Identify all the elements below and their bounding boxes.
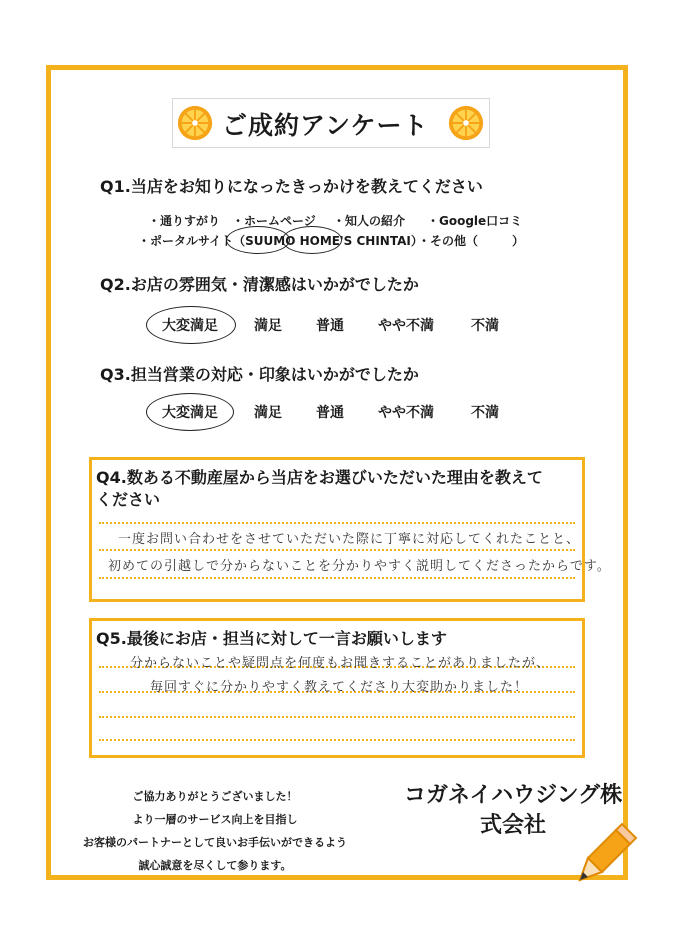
q1-option-homepage: ・ホームページ — [232, 214, 316, 228]
q1-option-other-close: ） — [512, 234, 525, 248]
q1-question: Q1.当店をお知りになったきっかけを教えてください — [100, 177, 483, 196]
closing-line4: 誠心誠意を尽くして参ります。 — [138, 859, 292, 872]
pencil-icon — [572, 818, 642, 888]
q1-option-walk: ・通りすがり — [148, 214, 221, 228]
company-name-line1: コガネイハウジング株 — [404, 783, 623, 808]
q3-rating-very-satisfied: 大変満足 — [162, 405, 218, 421]
closing-line3: お客様のパートナーとして良いお手伝いができるよう — [83, 836, 347, 849]
company-name-line2: 式会社 — [480, 813, 547, 838]
q1-option-other: ・その他（ — [418, 234, 479, 248]
closing-line2: より一層のサービス向上を目指し — [132, 813, 298, 826]
answer-line — [99, 716, 575, 718]
selection-circle — [146, 306, 236, 344]
q3-question: Q3.担当営業の対応・印象はいかがでしたか — [100, 365, 419, 384]
answer-line — [99, 577, 575, 579]
selection-circle — [146, 393, 234, 431]
q1-option-portal: ・ポータルサイト（SUUMO HOME'S CHINTAI） — [138, 234, 423, 248]
q1-option-friend: ・知人の紹介 — [333, 214, 406, 228]
q5-question: Q5.最後にお店・担当に対して一言お願いします — [96, 629, 447, 648]
q4-question-line2: ください — [96, 490, 161, 509]
answer-line — [99, 522, 575, 524]
q2-rating-somewhat-dissatisfied: やや不満 — [378, 318, 434, 334]
q5-answer-line2: 毎回すぐに分かりやすく教えてくださり大変助かりました！ — [150, 680, 529, 695]
q3-rating-dissatisfied: 不満 — [471, 405, 499, 421]
selection-circle — [282, 226, 342, 254]
orange-slice-icon — [447, 104, 485, 142]
q1-option-google: ・Google口コミ — [427, 214, 523, 228]
q4-answer-line2: 初めての引越しで分からないことを分かりやすく説明してくださったからです。 — [108, 559, 611, 574]
q3-rating-satisfied: 満足 — [254, 405, 282, 421]
answer-line — [99, 549, 575, 551]
q2-rating-satisfied: 満足 — [254, 318, 282, 334]
q3-rating-neutral: 普通 — [316, 405, 344, 421]
page-title: ご成約アンケート — [222, 111, 429, 140]
answer-line — [99, 739, 575, 741]
q2-rating-dissatisfied: 不満 — [471, 318, 499, 334]
q5-answer-line1: 分からないことや疑問点を何度もお聞きすることがありましたが、 — [130, 656, 551, 671]
q4-answer-line1: 一度お問い合わせをさせていただいた際に丁寧に対応してくれたことと、 — [118, 532, 581, 547]
selection-circle — [226, 226, 290, 254]
q2-rating-neutral: 普通 — [316, 318, 344, 334]
q3-rating-somewhat-dissatisfied: やや不満 — [378, 405, 434, 421]
closing-message — [60, 785, 370, 877]
q2-question: Q2.お店の雰囲気・清潔感はいかがでしたか — [100, 275, 419, 294]
q4-question-line1: Q4.数ある不動産屋から当店をお選びいただいた理由を教えて — [96, 468, 543, 487]
orange-slice-icon — [176, 104, 214, 142]
closing-line1: ご協力ありがとうございました！ — [132, 790, 298, 803]
q2-rating-very-satisfied: 大変満足 — [162, 318, 218, 334]
